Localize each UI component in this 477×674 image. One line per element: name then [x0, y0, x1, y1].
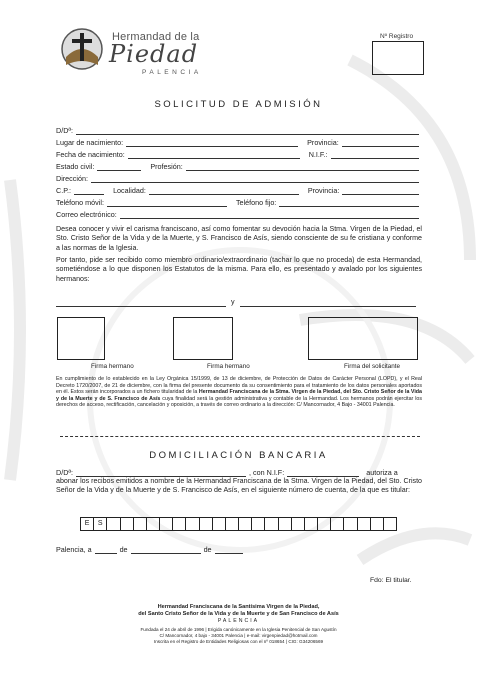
footer-line-3: PALENCIA	[217, 618, 260, 624]
intro-paragraph: Desea conocer y vivir el carisma franciscano, así como fomentar su devoción hacia la Stma. Virgen de la Piedad, el Sto. Cristo Señor de la Vida y de la Muerte, y S. Francisco de Asís, siendo consciente de su fe cristiana y conforme a las normas de la Iglesia.	[56, 225, 422, 252]
email-input[interactable]	[120, 209, 419, 219]
signature-box-1[interactable]	[57, 317, 105, 360]
fecha-input[interactable]	[128, 149, 300, 159]
field-label: Lugar de nacimiento:	[56, 138, 124, 147]
field-row-cp	[56, 184, 422, 195]
cp-input[interactable]	[74, 185, 104, 195]
profesion-input[interactable]	[186, 161, 419, 171]
bank-dd-input[interactable]	[76, 467, 246, 477]
iban-cell[interactable]	[265, 518, 278, 530]
field-label: de	[203, 545, 212, 554]
field-label: Localidad:	[113, 186, 146, 195]
iban-cell[interactable]	[186, 518, 199, 530]
iban-cell[interactable]	[134, 518, 147, 530]
sponsor1-input[interactable]	[56, 297, 226, 307]
field-row-email	[56, 208, 422, 219]
estado-input[interactable]	[97, 161, 141, 171]
iban-cell[interactable]	[344, 518, 357, 530]
iban-cell[interactable]	[107, 518, 120, 530]
field-label: Teléfono fijo:	[235, 198, 277, 207]
iban-cell[interactable]	[371, 518, 384, 530]
year-input[interactable]	[215, 544, 243, 554]
date-row	[56, 543, 256, 554]
field-label: N.I.F.:	[308, 150, 328, 159]
iban-cell[interactable]	[147, 518, 160, 530]
sig-label-2: Firma hermano	[207, 363, 250, 370]
cross-emblem-icon	[60, 27, 104, 71]
footer-line-6: Inscrita en el Registro de Entidades Religiosas con el nº 018654 | CIG: G34206569	[153, 639, 324, 644]
iban-cell[interactable]	[292, 518, 305, 530]
sig-label-1: Firma hermano	[91, 363, 134, 370]
admision-title: SOLICITUD DE ADMISIÓN	[154, 99, 323, 110]
bank-paragraph: abonar los recibos emitidos a nombre de la Hermandad Franciscana de la Stma. Virgen de la Piedad, del Sto. Cristo Señor de la Vida y de la Muerte y de S. Francisco de Asís, en el siguiente número de cuenta, de la que es titular:	[56, 477, 422, 495]
iban-cell[interactable]	[318, 518, 331, 530]
field-label: , con N.I.F:	[249, 468, 285, 477]
iban-cell[interactable]	[239, 518, 252, 530]
signature-box-2[interactable]	[173, 317, 233, 360]
brand-top: Hermandad de la	[112, 31, 200, 43]
iban-cell[interactable]	[160, 518, 173, 530]
registro-label: Nº Registro	[380, 33, 414, 40]
footer-line-2: del Santo Cristo Señor de la Vida y de la Muerte y de San Francisco de Asís	[138, 611, 339, 617]
footer-line-5: C/ Mancornador, 4 bajo - 34001 Palencia | e-mail: virgenpiedad@hotmail.com	[159, 633, 318, 638]
field-label: Provincia:	[307, 186, 340, 195]
legal-notice	[56, 376, 422, 409]
field-label: de	[119, 545, 128, 554]
bank-nif-input[interactable]	[287, 467, 359, 477]
signature-box-3[interactable]	[308, 317, 418, 360]
lugar-input[interactable]	[126, 137, 298, 147]
sig-label-3: Firma del solicitante	[344, 363, 400, 370]
iban-cell[interactable]	[213, 518, 226, 530]
legal-text: cuya finalidad será la gestión administrativa y contable de la Hermandad. Los hermanos podrán ejercitar los derechos de acceso, rectificación, cancelación y oposición, a través de correo ordinario a la dirección: C/ Mancornador, 4 Bajo - 34001 Palencia.	[56, 395, 422, 408]
sponsor2-input[interactable]	[240, 297, 416, 307]
field-label: D/Dª:	[56, 126, 74, 135]
iban-cell[interactable]	[358, 518, 371, 530]
direccion-input[interactable]	[91, 173, 419, 183]
movil-input[interactable]	[107, 197, 227, 207]
dd-input[interactable]	[76, 125, 419, 135]
field-row-estado	[56, 160, 422, 171]
field-label: Palencia, a	[56, 545, 92, 554]
section-divider	[60, 436, 420, 437]
fdo-titular: Fdo: El titular.	[370, 577, 412, 584]
field-row-fecha	[56, 148, 422, 159]
iban-cell[interactable]	[226, 518, 239, 530]
brand-main: Piedad	[109, 40, 199, 68]
bank-row-dd	[56, 466, 422, 477]
bancaria-title: DOMICILIACIÓN BANCARIA	[149, 450, 328, 461]
fijo-input[interactable]	[279, 197, 419, 207]
iban-cell[interactable]	[173, 518, 186, 530]
iban-cell[interactable]	[252, 518, 265, 530]
iban-cell[interactable]	[384, 518, 396, 530]
field-label: D/Dª:	[56, 468, 74, 477]
iban-cell[interactable]	[121, 518, 134, 530]
iban-cell[interactable]	[331, 518, 344, 530]
iban-grid[interactable]	[80, 517, 397, 531]
footer-line-1: Hermandad Franciscana de la Santísima Virgen de la Piedad,	[157, 604, 320, 610]
iban-cell[interactable]	[279, 518, 292, 530]
iban-cell: E	[81, 518, 94, 530]
iban-cell[interactable]	[305, 518, 318, 530]
brand-city: PALENCIA	[142, 69, 202, 76]
day-input[interactable]	[95, 544, 117, 554]
footer-line-4: Fundada el 24 de abril de 1996 | Erigida canónicamente en la Iglesia Penitencial de San Agustín	[140, 627, 337, 632]
field-row-lugar	[56, 136, 422, 147]
field-label: C.P.:	[56, 186, 72, 195]
field-label: autoriza a	[366, 468, 398, 477]
field-row-direccion	[56, 172, 422, 183]
registro-box[interactable]	[372, 41, 424, 75]
field-row-dd	[56, 124, 422, 135]
field-label: Correo electrónico:	[56, 210, 117, 219]
nif-input[interactable]	[331, 149, 419, 159]
field-label: Dirección:	[56, 174, 88, 183]
iban-cell[interactable]	[200, 518, 213, 530]
field-label: Provincia:	[307, 138, 339, 147]
field-label: Profesión:	[150, 162, 183, 171]
field-row-telefono	[56, 196, 422, 207]
provincia2-input[interactable]	[342, 185, 419, 195]
and-word: y	[231, 297, 235, 306]
request-paragraph: Por tanto, pide ser recibido como miembro ordinario/extraordinario (tachar lo que no proceda) de esta Hermandad, sometiéndose a lo que disponen los Estatutos de la misma. Para ello, es presentado y avalado por los siguientes hermanos:	[56, 256, 422, 283]
localidad-input[interactable]	[149, 185, 299, 195]
iban-cell: S	[94, 518, 107, 530]
field-label: Fecha de nacimiento:	[56, 150, 125, 159]
field-label: Estado civil:	[56, 162, 95, 171]
month-input[interactable]	[131, 544, 201, 554]
legal-text-bold: Hermandad Franciscana de la Stma. Virgen de la Piedad, del Sto. Cristo Señor de la Vida y de la Muerte y de S. Francisco de Asís	[56, 389, 422, 402]
field-label: Teléfono móvil:	[56, 198, 104, 207]
provincia-input[interactable]	[342, 137, 419, 147]
legal-text: En cumplimiento de lo establecido en la Ley Orgánica 15/1999, de 13 de diciembre, de Protección de Datos de Carácter Personal (LOPD), y el Real Decreto 1720/2007, de 21 de diciembre, con la firma del presente documento da su consentimiento para el tratamiento de los datos personales aportados en él. Estos serán incorporados a un fichero titularidad de la	[56, 376, 422, 395]
